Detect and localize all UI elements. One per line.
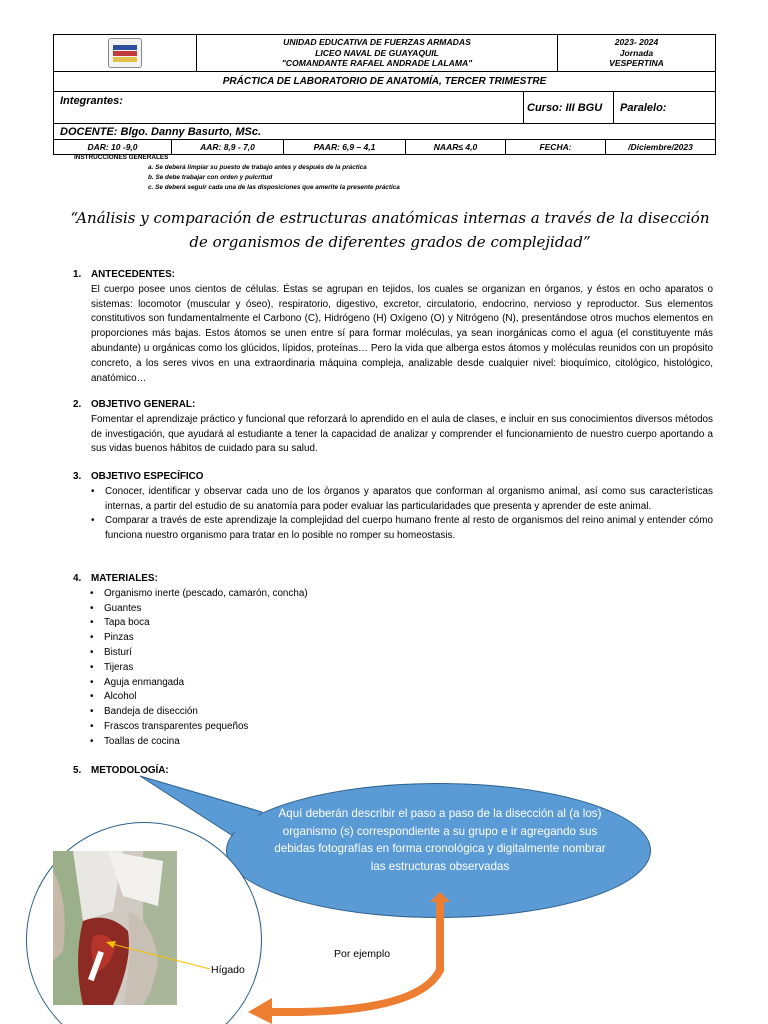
list-item: • Tijeras <box>90 661 713 676</box>
list-item: • Conocer, identificar y observar cada uno de los órganos y aparatos que conforman al organismo animal, así como sus características internas, a partir del estudio de su anatomía para poder evaluar las particularidades que presenta y aprender de este animal. <box>91 485 713 515</box>
main-title-line-2: de organismos de diferentes grados de complejidad” <box>189 233 591 251</box>
fecha-label: FECHA: <box>506 140 606 154</box>
grade-aar: AAR: 8,9 - 7,0 <box>172 140 284 154</box>
example-label: Por ejemplo <box>334 948 391 960</box>
list-item: • Comparar a través de este aprendizaje la complejidad del cuerpo humano frente al resto de organismos del reino animal y entender cómo funciona nuestro organismo para tratar en lo posible no romper su homeostasis. <box>91 514 713 544</box>
section-heading: OBJETIVO ESPECÍFICO <box>91 471 204 482</box>
school-line-1: UNIDAD EDUCATIVA DE FUERZAS ARMADAS <box>283 37 471 47</box>
organ-label: Hígado <box>211 964 245 976</box>
section-number: 3. <box>73 471 82 482</box>
instruction-item: c. Se deberá seguir cada una de las disposiciones que amerite la presente práctica <box>148 184 400 191</box>
grade-naar: NAAR≤ 4,0 <box>406 140 506 154</box>
school-line-3: "COMANDANTE RAFAEL ANDRADE LALAMA" <box>281 58 473 68</box>
list-item: • Pinzas <box>90 631 713 646</box>
practice-title: PRÁCTICA DE LABORATORIO DE ANATOMÍA, TERCER TRIMESTRE <box>54 72 715 92</box>
list-item: • Frascos transparentes pequeños <box>90 720 713 735</box>
section-number: 5. <box>73 765 82 776</box>
objetivo-general-text: Fomentar el aprendizaje práctico y funcional que reforzará lo aprendido en el aula de clases, e incluir en sus conocimientos diversos métodos de investigación, que ayudará al estudiante a tener la capacidad de analizar y comprender el funcionamiento de nuestro cuerpo aportando a sus vidas buenos hábitos de cuidado para su salud. <box>91 413 713 455</box>
school-line-2: LICEO NAVAL DE GUAYAQUIL <box>315 47 439 58</box>
section-heading: METODOLOGÍA: <box>91 765 169 776</box>
callout-text: Aquí deberán describir el paso a paso de la disección al (a los) organismo (s) correspondiente a su grupo e ir agregando sus debidas fotografías en forma cronológica y digitalmente nombrar las estructuras observadas <box>274 807 606 873</box>
section-number: 4. <box>73 573 82 584</box>
section-number: 1. <box>73 269 82 280</box>
instruction-item: a. Se deberá limpiar su puesto de trabajo antes y después de la práctica <box>148 164 367 171</box>
year-label: 2023- 2024 <box>614 37 659 47</box>
list-item: • Bandeja de disección <box>90 705 713 720</box>
paralelo-field[interactable]: Paralelo: <box>620 101 667 114</box>
list-item: • Tapa boca <box>90 616 713 631</box>
list-item: • Bisturí <box>90 646 713 661</box>
curso-field: Curso: III BGU <box>524 92 614 123</box>
list-item: • Alcohol <box>90 690 713 705</box>
list-item: • Guantes <box>90 602 713 617</box>
grade-paar: PAAR: 6,9 – 4,1 <box>284 140 406 154</box>
section-heading: MATERIALES: <box>91 573 158 584</box>
list-item: • Toallas de cocina <box>90 735 713 750</box>
docente-label: DOCENTE: Blgo. Danny Basurto, MSc. <box>54 124 715 140</box>
antecedentes-text: El cuerpo posee unos cientos de células. Éstas se agrupan en tejidos, los cuales se organizan en órganos, y éstos en ocho aparatos o sistemas: locomotor (muscular y óseo), respiratorio, digestivo, excretor, circulatorio, endocrino, nervioso y reproductor. Sus elementos constitutivos son fundamentalmente el Carbono (C), Hidrógeno (H) Oxígeno (O) y Nitrógeno (N), presentándose otros muchos elementos en proporciones más bajas. Estos átomos se unen entre sí para formar moléculas, ya sean inorgánicas como el agua (el constituyente más abundante) u orgánicas como los glúcidos, lípidos, proteínas… Pero la vida que alberga estos átomos y moléculas reunidos con un propósito concreto, a los seres vivos en una extraordinaria máquina compleja, analizable desde cualquier nivel: bioquímico, citológico, histológico, anatómico… <box>91 283 713 384</box>
integrantes-field[interactable]: Integrantes: <box>54 92 524 123</box>
fecha-value: /Diciembre/2023 <box>628 142 693 152</box>
jornada-value: VESPERTINA <box>609 58 664 68</box>
section-number: 2. <box>73 399 82 410</box>
list-item: • Aguja enmangada <box>90 676 713 691</box>
list-item: • Organismo inerte (pescado, camarón, concha) <box>90 587 713 602</box>
jornada-label: Jornada <box>619 47 654 58</box>
grade-dar: DAR: 10 -9,0 <box>54 140 172 154</box>
instruction-item: b. Se debe trabajar con orden y pulcritud <box>148 174 273 181</box>
main-title-line-1: “Análisis y comparación de estructuras anatómicas internas a través de la disección <box>70 209 710 227</box>
section-heading: ANTECEDENTES: <box>91 269 175 280</box>
instructions-title: INSTRUCCIONES GENERALES <box>74 154 169 161</box>
section-heading: OBJETIVO GENERAL: <box>91 399 196 410</box>
